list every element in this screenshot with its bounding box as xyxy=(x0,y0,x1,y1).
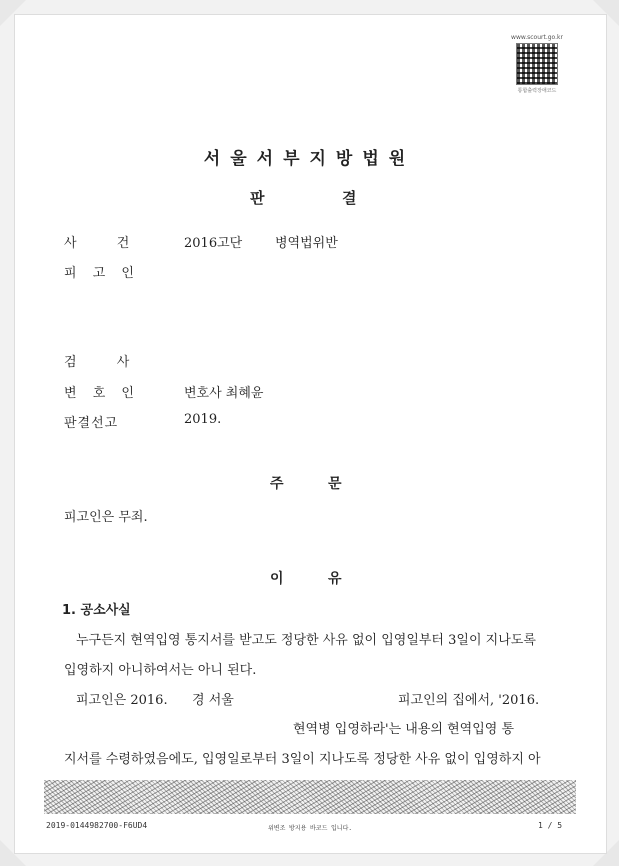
footer-notice: 위변조 방지용 바코드 입니다. xyxy=(268,825,353,832)
qr-code-icon xyxy=(516,43,558,85)
field-label-counsel: 변 호 인 xyxy=(64,386,140,401)
anti-forgery-barcode xyxy=(44,780,576,814)
qr-code-block xyxy=(505,34,569,104)
footer-doc-id: 2019-0144982700-F6UD4 xyxy=(46,821,148,830)
field-label-judgment-date: 판결선고 xyxy=(64,416,119,431)
section-title: 1. 공소사실 xyxy=(62,603,131,618)
reason-heading-char: 이 xyxy=(270,571,284,587)
qr-url: www.scourt.go.kr xyxy=(511,34,563,41)
title-char: 판 xyxy=(250,189,265,207)
qr-caption: 통합출력장애코드 xyxy=(517,88,557,94)
court-name: 서울서부지방법원 xyxy=(203,149,416,169)
title-char: 결 xyxy=(342,189,357,207)
footer-page-number: 1 / 5 xyxy=(538,821,563,830)
order-text: 피고인은 무죄. xyxy=(64,510,148,525)
field-label-defendant: 피 고 인 xyxy=(64,266,140,281)
reason-heading-char: 유 xyxy=(328,571,342,587)
paragraph-line: 입영하지 아니하여서는 아니 된다. xyxy=(64,663,257,678)
field-label-prosecutor: 검 사 xyxy=(64,355,148,370)
field-value-case-number: 2016고단 xyxy=(184,236,243,251)
paragraph-line: 경 서울 xyxy=(192,693,234,708)
field-value-counsel: 변호사 최혜윤 xyxy=(184,386,264,401)
field-value-judgment-date: 2019. xyxy=(184,412,222,427)
paragraph-line: 누구든지 현역입영 통지서를 받고도 정당한 사유 없이 입영일부터 3일이 지나도록 xyxy=(76,633,536,648)
paragraph-line: 피고인은 2016. xyxy=(76,693,168,708)
order-heading-char: 주 xyxy=(270,476,284,492)
field-label-case: 사 건 xyxy=(64,236,148,251)
order-heading-char: 문 xyxy=(328,476,342,492)
paragraph-line: 피고인의 집에서, '2016. xyxy=(398,693,540,708)
field-value-charge: 병역법위반 xyxy=(275,236,338,251)
paragraph-line: 지서를 수령하였음에도, 입영일로부터 3일이 지나도록 정당한 사유 없이 입영하지 아 xyxy=(64,752,541,767)
paragraph-line: 현역병 입영하라'는 내용의 현역입영 통 xyxy=(293,722,515,737)
